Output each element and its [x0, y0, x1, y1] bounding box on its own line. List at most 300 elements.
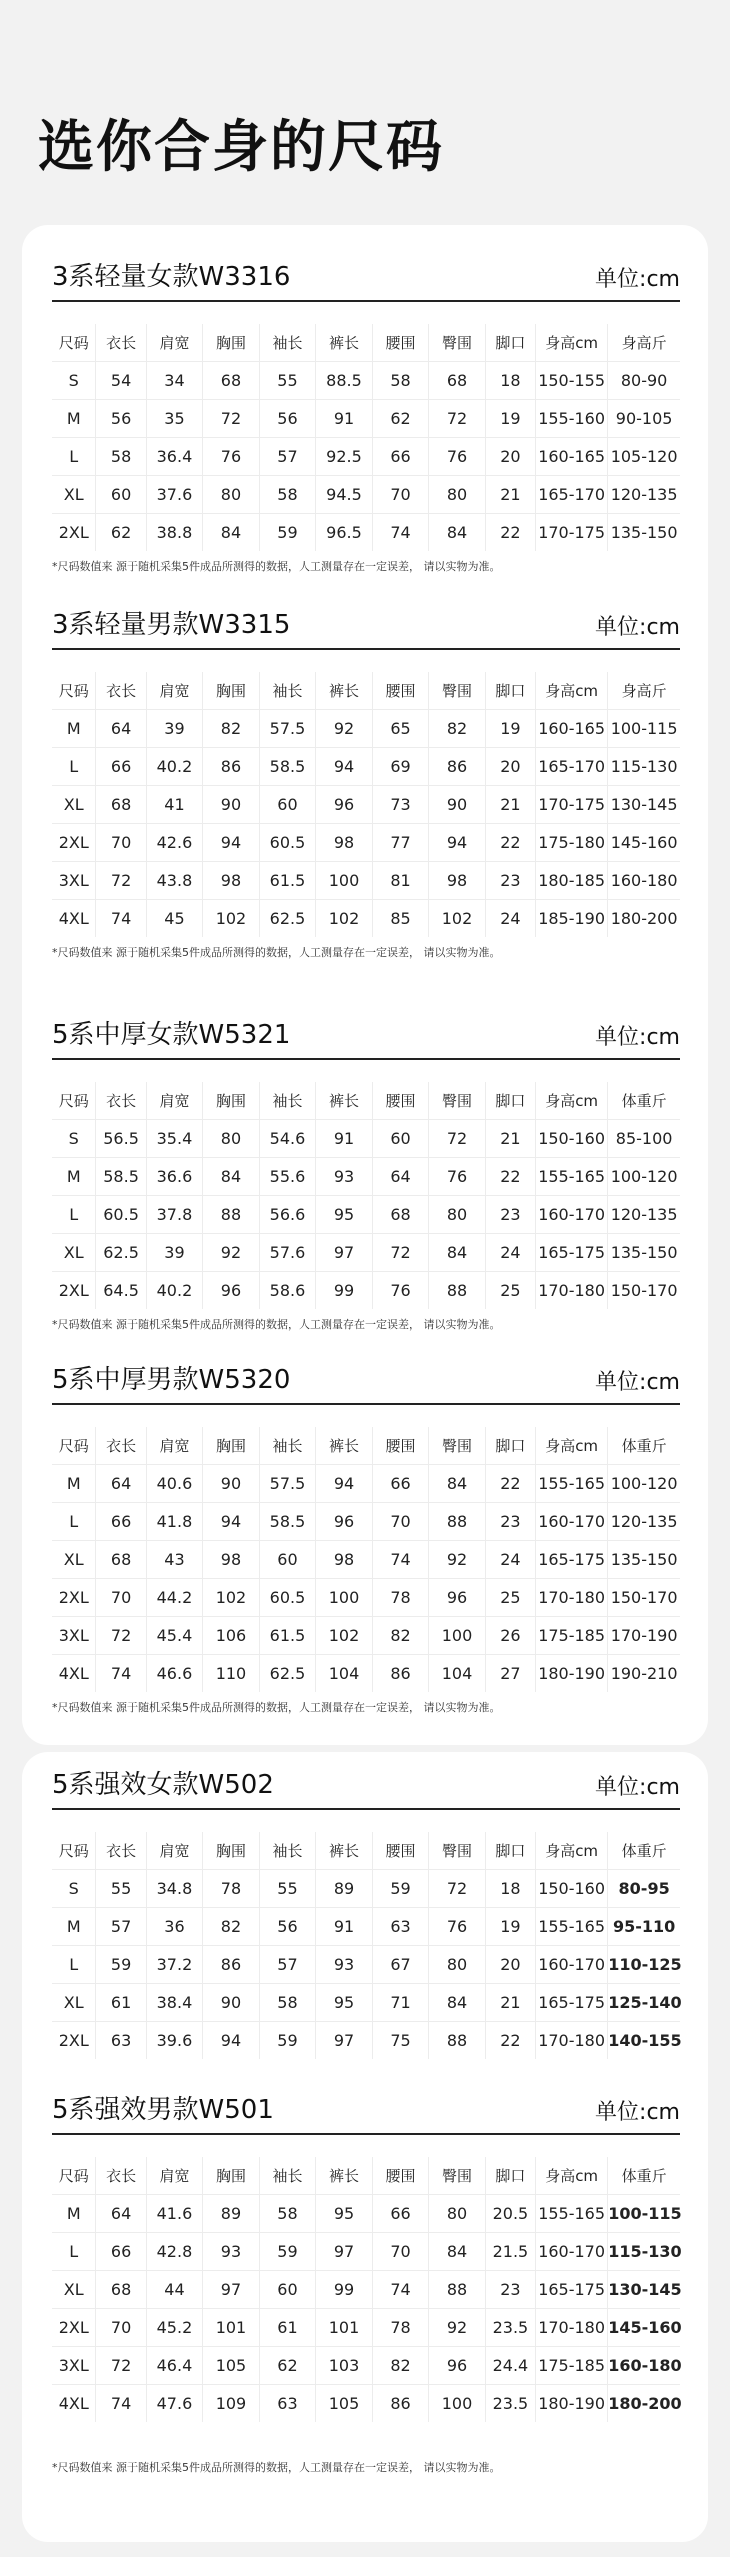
table-cell: 72: [429, 400, 486, 438]
table-cell: 100: [316, 862, 373, 900]
table-row: [52, 748, 680, 786]
table-cell: 190-210: [608, 1655, 680, 1693]
table-cell: 150-160: [536, 1870, 608, 1908]
table-cell: S: [52, 1870, 96, 1908]
table-cell: 180-185: [536, 862, 608, 900]
table-cell: 185-190: [536, 900, 608, 938]
table-cell: 68: [429, 362, 486, 400]
section-header: [52, 252, 680, 302]
table-row: [52, 1579, 680, 1617]
table-cell: 92: [203, 1234, 260, 1272]
table-cell: 160-165: [536, 710, 608, 748]
table-cell: 99: [316, 1272, 373, 1310]
table-cell: 101: [203, 2309, 260, 2347]
table-cell: 57: [259, 438, 316, 476]
table-cell: 90-105: [608, 400, 680, 438]
table-cell: 160-170: [536, 1196, 608, 1234]
table-cell: 84: [203, 514, 260, 552]
table-cell: 2XL: [52, 2309, 96, 2347]
table-row: [52, 710, 680, 748]
table-cell: 3XL: [52, 862, 96, 900]
table-cell: L: [52, 748, 96, 786]
table-cell: 4XL: [58, 909, 89, 928]
table-cell: 37.6: [146, 476, 203, 514]
table-cell: 100: [429, 1617, 486, 1655]
table-cell: 88: [429, 2022, 486, 2060]
table-cell: 100-120: [608, 1158, 680, 1196]
table-cell: 67: [372, 1946, 429, 1984]
table-cell: 22: [485, 514, 535, 552]
table-cell: L: [52, 1503, 96, 1541]
table-cell: 23: [485, 2271, 535, 2309]
section-header: [52, 1760, 680, 1810]
size-section: [52, 1760, 680, 2059]
table-cell: 165-170: [536, 748, 608, 786]
table-cell: 58: [259, 2195, 316, 2233]
column-header: 脚口: [485, 672, 535, 710]
size-section: [52, 1355, 680, 1716]
table-cell: 94: [429, 824, 486, 862]
table-cell: 47.6: [146, 2385, 203, 2423]
size-table: [52, 324, 680, 551]
table-cell: 18: [485, 362, 535, 400]
table-cell: 37.2: [146, 1946, 203, 1984]
table-cell: 24.4: [485, 2347, 535, 2385]
table-cell: 60.5: [96, 1196, 146, 1234]
column-header: 体重斤: [608, 1427, 680, 1465]
table-cell: 89: [316, 1870, 373, 1908]
table-cell: 80: [429, 1946, 486, 1984]
table-cell: 23: [485, 1503, 535, 1541]
table-cell: 92: [316, 710, 373, 748]
table-cell: 94.5: [316, 476, 373, 514]
section-title: 3系轻量男款W3315: [52, 610, 291, 640]
table-cell: 70: [96, 824, 146, 862]
table-header-row: [52, 1082, 680, 1120]
table-cell: 102: [316, 1617, 373, 1655]
table-cell: 92: [429, 1541, 486, 1579]
table-cell: 20: [485, 438, 535, 476]
table-cell: 88: [429, 1503, 486, 1541]
table-cell: 102: [429, 900, 486, 938]
table-cell: 63: [259, 2385, 316, 2423]
column-header: 衣长: [96, 1832, 146, 1870]
table-cell: 38.8: [146, 514, 203, 552]
column-header: 腰围: [372, 1082, 429, 1120]
table-cell: 64.5: [96, 1272, 146, 1310]
table-cell: 175-180: [536, 824, 608, 862]
column-header: 腰围: [372, 1832, 429, 1870]
table-cell: 65: [372, 710, 429, 748]
table-cell: 68: [96, 1541, 146, 1579]
table-cell: 23.5: [485, 2385, 535, 2423]
table-cell: 78: [372, 2309, 429, 2347]
table-cell: 94: [203, 824, 260, 862]
table-cell: 115-130: [608, 748, 680, 786]
table-cell: 97: [316, 2022, 373, 2060]
table-cell: 99: [316, 2271, 373, 2309]
table-cell: 170-180: [536, 1272, 608, 1310]
table-cell: 58.6: [259, 1272, 316, 1310]
column-header: 裤长: [316, 1082, 373, 1120]
table-cell: 175-185: [536, 2347, 608, 2385]
column-header: 袖长: [259, 1082, 316, 1120]
table-cell: 91: [316, 1908, 373, 1946]
table-row: [52, 400, 680, 438]
table-row: [52, 1272, 680, 1310]
table-cell: 95: [316, 1196, 373, 1234]
table-cell: 66: [96, 1503, 146, 1541]
column-header: 腰围: [372, 1427, 429, 1465]
table-cell: 34: [146, 362, 203, 400]
table-cell: 102: [316, 900, 373, 938]
column-header: 臀围: [429, 1832, 486, 1870]
table-cell: 115-130: [608, 2233, 680, 2271]
size-section: [52, 600, 680, 961]
column-header: 腰围: [372, 2157, 429, 2195]
table-cell: S: [52, 1120, 96, 1158]
table-cell: 58.5: [259, 1503, 316, 1541]
table-cell: 34.8: [146, 1870, 203, 1908]
table-cell: 74: [96, 1655, 146, 1693]
table-cell: 165-175: [536, 2271, 608, 2309]
table-cell: 58.5: [96, 1158, 146, 1196]
table-cell: 68: [96, 2271, 146, 2309]
table-cell: L: [52, 438, 96, 476]
table-row: [52, 514, 680, 552]
table-cell: 88.5: [316, 362, 373, 400]
table-cell: 55: [96, 1870, 146, 1908]
table-cell: 145-160: [608, 824, 680, 862]
table-cell: 70: [372, 1503, 429, 1541]
table-cell: 93: [316, 1158, 373, 1196]
table-cell: 170-180: [536, 2022, 608, 2060]
table-header-row: [52, 672, 680, 710]
table-cell: 160-170: [536, 2233, 608, 2271]
table-cell: 135-150: [608, 1234, 680, 1272]
table-cell: 98: [203, 862, 260, 900]
table-row: [52, 2385, 680, 2423]
table-cell: 110-125: [608, 1946, 680, 1984]
table-cell: 80: [203, 476, 260, 514]
table-cell: 103: [316, 2347, 373, 2385]
column-header: 身高cm: [536, 324, 608, 362]
column-header: 衣长: [96, 1082, 146, 1120]
table-cell: 54: [96, 362, 146, 400]
table-cell: 180-190: [536, 2385, 608, 2423]
table-cell: 59: [259, 2233, 316, 2271]
table-cell: 74: [96, 900, 146, 938]
table-cell: 57.6: [259, 1234, 316, 1272]
page-title: 选你合身的尺码: [38, 115, 444, 180]
table-cell: 75: [372, 2022, 429, 2060]
table-cell: 61.5: [259, 862, 316, 900]
table-cell: 60: [259, 2271, 316, 2309]
table-cell: 55: [259, 362, 316, 400]
column-header: 体重斤: [608, 2157, 680, 2195]
table-cell: 89: [203, 2195, 260, 2233]
column-header: 胸围: [203, 1832, 260, 1870]
table-cell: 24: [485, 900, 535, 938]
table-cell: 21: [485, 476, 535, 514]
table-cell: 64: [96, 2195, 146, 2233]
table-cell: 150-170: [608, 1272, 680, 1310]
column-header: 尺码: [52, 2157, 96, 2195]
table-cell: 84: [203, 1158, 260, 1196]
table-cell: 39: [146, 710, 203, 748]
table-cell: 86: [203, 1946, 260, 1984]
table-cell: 64: [96, 710, 146, 748]
table-cell: 180-200: [608, 2385, 680, 2423]
column-header: 衣长: [96, 324, 146, 362]
column-header: 臀围: [429, 324, 486, 362]
table-cell: 106: [203, 1617, 260, 1655]
column-header: 体重斤: [608, 1832, 680, 1870]
table-cell: 55: [259, 1870, 316, 1908]
table-cell: XL: [52, 1234, 96, 1272]
table-row: [52, 2271, 680, 2309]
table-cell: 100-115: [608, 710, 680, 748]
table-cell: 90: [203, 786, 260, 824]
table-cell: 97: [316, 1234, 373, 1272]
table-cell: 90: [429, 786, 486, 824]
table-row: [52, 2022, 680, 2060]
table-cell: 78: [372, 1579, 429, 1617]
column-header: 肩宽: [146, 1082, 203, 1120]
table-cell: 93: [316, 1946, 373, 1984]
table-cell: 72: [203, 400, 260, 438]
measurement-note: *尺码数值来 源于随机采集5件成品所测得的数据，人工测量存在一定误差， 请以实物为准。: [52, 1318, 501, 1331]
table-cell: L: [52, 2233, 96, 2271]
column-header: 胸围: [203, 672, 260, 710]
table-cell: 4XL: [58, 1664, 89, 1683]
column-header: 肩宽: [146, 2157, 203, 2195]
table-cell: 84: [429, 1984, 486, 2022]
table-cell: 70: [372, 476, 429, 514]
column-header: 臀围: [429, 1082, 486, 1120]
table-cell: 24: [485, 1541, 535, 1579]
size-table: [52, 672, 680, 937]
table-cell: 80-90: [608, 362, 680, 400]
table-cell: 86: [372, 2385, 429, 2423]
table-cell: 21: [485, 1984, 535, 2022]
table-cell: 61: [96, 1984, 146, 2022]
table-cell: 63: [372, 1908, 429, 1946]
size-section: [52, 2085, 680, 2476]
table-cell: 180-190: [536, 1655, 608, 1693]
table-cell: 91: [316, 1120, 373, 1158]
table-cell: 70: [96, 1579, 146, 1617]
table-cell: 100-120: [608, 1465, 680, 1503]
table-cell: 56.5: [96, 1120, 146, 1158]
table-row: [52, 1465, 680, 1503]
table-cell: 100: [429, 2385, 486, 2423]
table-row: [52, 2347, 680, 2385]
column-header: 臀围: [429, 672, 486, 710]
table-cell: 66: [96, 748, 146, 786]
unit-label: 单位:cm: [595, 1370, 680, 1395]
table-cell: 104: [429, 1655, 486, 1693]
column-header: 袖长: [259, 2157, 316, 2195]
table-cell: 66: [372, 438, 429, 476]
table-cell: 21.5: [485, 2233, 535, 2271]
table-row: [52, 1503, 680, 1541]
column-header: 脚口: [485, 1082, 535, 1120]
table-row: [52, 2309, 680, 2347]
column-header: 体重斤: [608, 1082, 680, 1120]
table-cell: 41.8: [146, 1503, 203, 1541]
table-cell: 62.5: [259, 1655, 316, 1693]
measurement-note: *尺码数值来 源于随机采集5件成品所测得的数据，人工测量存在一定误差， 请以实物为准。: [52, 946, 501, 959]
column-header: 肩宽: [146, 1427, 203, 1465]
table-cell: 43.8: [146, 862, 203, 900]
table-cell: 62.5: [96, 1234, 146, 1272]
table-cell: 160-180: [608, 2347, 680, 2385]
table-cell: 41.6: [146, 2195, 203, 2233]
table-cell: 3XL: [52, 2347, 96, 2385]
table-cell: 76: [429, 438, 486, 476]
table-cell: 78: [203, 1870, 260, 1908]
table-cell: 76: [372, 1272, 429, 1310]
table-cell: 20: [485, 748, 535, 786]
table-cell: 80: [429, 2195, 486, 2233]
table-cell: 73: [372, 786, 429, 824]
table-cell: 91: [316, 400, 373, 438]
table-cell: 66: [372, 1465, 429, 1503]
table-cell: 59: [96, 1946, 146, 1984]
column-header: 臀围: [429, 1427, 486, 1465]
table-cell: 95: [316, 1984, 373, 2022]
table-cell: 58: [259, 1984, 316, 2022]
table-cell: 76: [429, 1908, 486, 1946]
table-cell: 155-165: [536, 1908, 608, 1946]
table-cell: 98: [316, 824, 373, 862]
table-cell: 44.2: [146, 1579, 203, 1617]
table-cell: 66: [96, 2233, 146, 2271]
table-cell: 104: [316, 1655, 373, 1693]
table-cell: 2XL: [52, 824, 96, 862]
table-cell: 72: [372, 1234, 429, 1272]
column-header: 肩宽: [146, 672, 203, 710]
column-header: 脚口: [485, 1427, 535, 1465]
table-cell: 74: [96, 2385, 146, 2423]
table-cell: 57: [96, 1908, 146, 1946]
table-cell: 80: [203, 1120, 260, 1158]
table-cell: 44: [146, 2271, 203, 2309]
table-cell: 150-170: [608, 1579, 680, 1617]
column-header: 袖长: [259, 672, 316, 710]
table-cell: 94: [203, 2022, 260, 2060]
table-cell: 165-175: [536, 1541, 608, 1579]
section-title: 5系中厚女款W5321: [52, 1020, 291, 1050]
column-header: 胸围: [203, 1427, 260, 1465]
table-cell: 100: [316, 1579, 373, 1617]
column-header: 裤长: [316, 1832, 373, 1870]
table-cell: 155-165: [536, 2195, 608, 2233]
table-cell: 59: [372, 1870, 429, 1908]
table-cell: 68: [96, 786, 146, 824]
table-row: [52, 824, 680, 862]
table-cell: 54.6: [259, 1120, 316, 1158]
table-cell: 41: [146, 786, 203, 824]
table-row: [52, 1984, 680, 2022]
table-cell: 82: [203, 1908, 260, 1946]
table-cell: 37.8: [146, 1196, 203, 1234]
table-cell: 165-175: [536, 1234, 608, 1272]
table-cell: 96: [429, 1579, 486, 1617]
table-cell: 68: [203, 362, 260, 400]
table-cell: 160-180: [608, 862, 680, 900]
table-cell: L: [52, 1196, 96, 1234]
table-cell: 4XL: [58, 2394, 89, 2413]
table-row: [52, 1946, 680, 1984]
table-cell: 36.6: [146, 1158, 203, 1196]
table-cell: 92.5: [316, 438, 373, 476]
table-cell: 61.5: [259, 1617, 316, 1655]
table-cell: 60.5: [259, 824, 316, 862]
table-cell: 60.5: [259, 1579, 316, 1617]
table-cell: 105: [316, 2385, 373, 2423]
table-cell: 82: [429, 710, 486, 748]
table-cell: 55.6: [259, 1158, 316, 1196]
table-cell: 94: [203, 1503, 260, 1541]
column-header: 衣长: [96, 1427, 146, 1465]
table-cell: 72: [429, 1120, 486, 1158]
table-cell: 105-120: [608, 438, 680, 476]
table-cell: 160-170: [536, 1946, 608, 1984]
table-cell: 2XL: [58, 523, 89, 542]
table-cell: 95: [316, 2195, 373, 2233]
table-cell: 58: [259, 476, 316, 514]
table-cell: 76: [429, 1158, 486, 1196]
section-title: 3系轻量女款W3316: [52, 262, 291, 292]
table-cell: 145-160: [608, 2309, 680, 2347]
table-cell: 60: [259, 1541, 316, 1579]
column-header: 尺码: [52, 672, 96, 710]
table-cell: 170-180: [536, 2309, 608, 2347]
unit-label: 单位:cm: [595, 267, 680, 292]
table-cell: 72: [96, 2347, 146, 2385]
table-cell: 95-110: [608, 1908, 680, 1946]
table-cell: 56: [259, 400, 316, 438]
table-cell: 56: [259, 1908, 316, 1946]
table-cell: 58: [372, 362, 429, 400]
table-row: [52, 1120, 680, 1158]
table-cell: XL: [52, 786, 96, 824]
column-header: 身高斤: [608, 324, 680, 362]
table-cell: 81: [372, 862, 429, 900]
table-cell: 68: [372, 1196, 429, 1234]
table-row: [52, 862, 680, 900]
table-cell: 97: [203, 2271, 260, 2309]
unit-label: 单位:cm: [595, 615, 680, 640]
table-cell: 23: [485, 862, 535, 900]
section-header: [52, 1355, 680, 1405]
table-cell: 98: [316, 1541, 373, 1579]
section-header: [52, 1010, 680, 1060]
table-cell: 40.2: [146, 1272, 203, 1310]
table-cell: 24: [485, 1234, 535, 1272]
table-cell: 40.2: [146, 748, 203, 786]
table-cell: 96: [316, 786, 373, 824]
table-cell: L: [52, 1946, 96, 1984]
table-cell: 35.4: [146, 1120, 203, 1158]
column-header: 裤长: [316, 1427, 373, 1465]
size-table: [52, 1082, 680, 1309]
table-cell: XL: [52, 1984, 96, 2022]
column-header: 衣长: [96, 672, 146, 710]
table-cell: 84: [429, 514, 486, 552]
